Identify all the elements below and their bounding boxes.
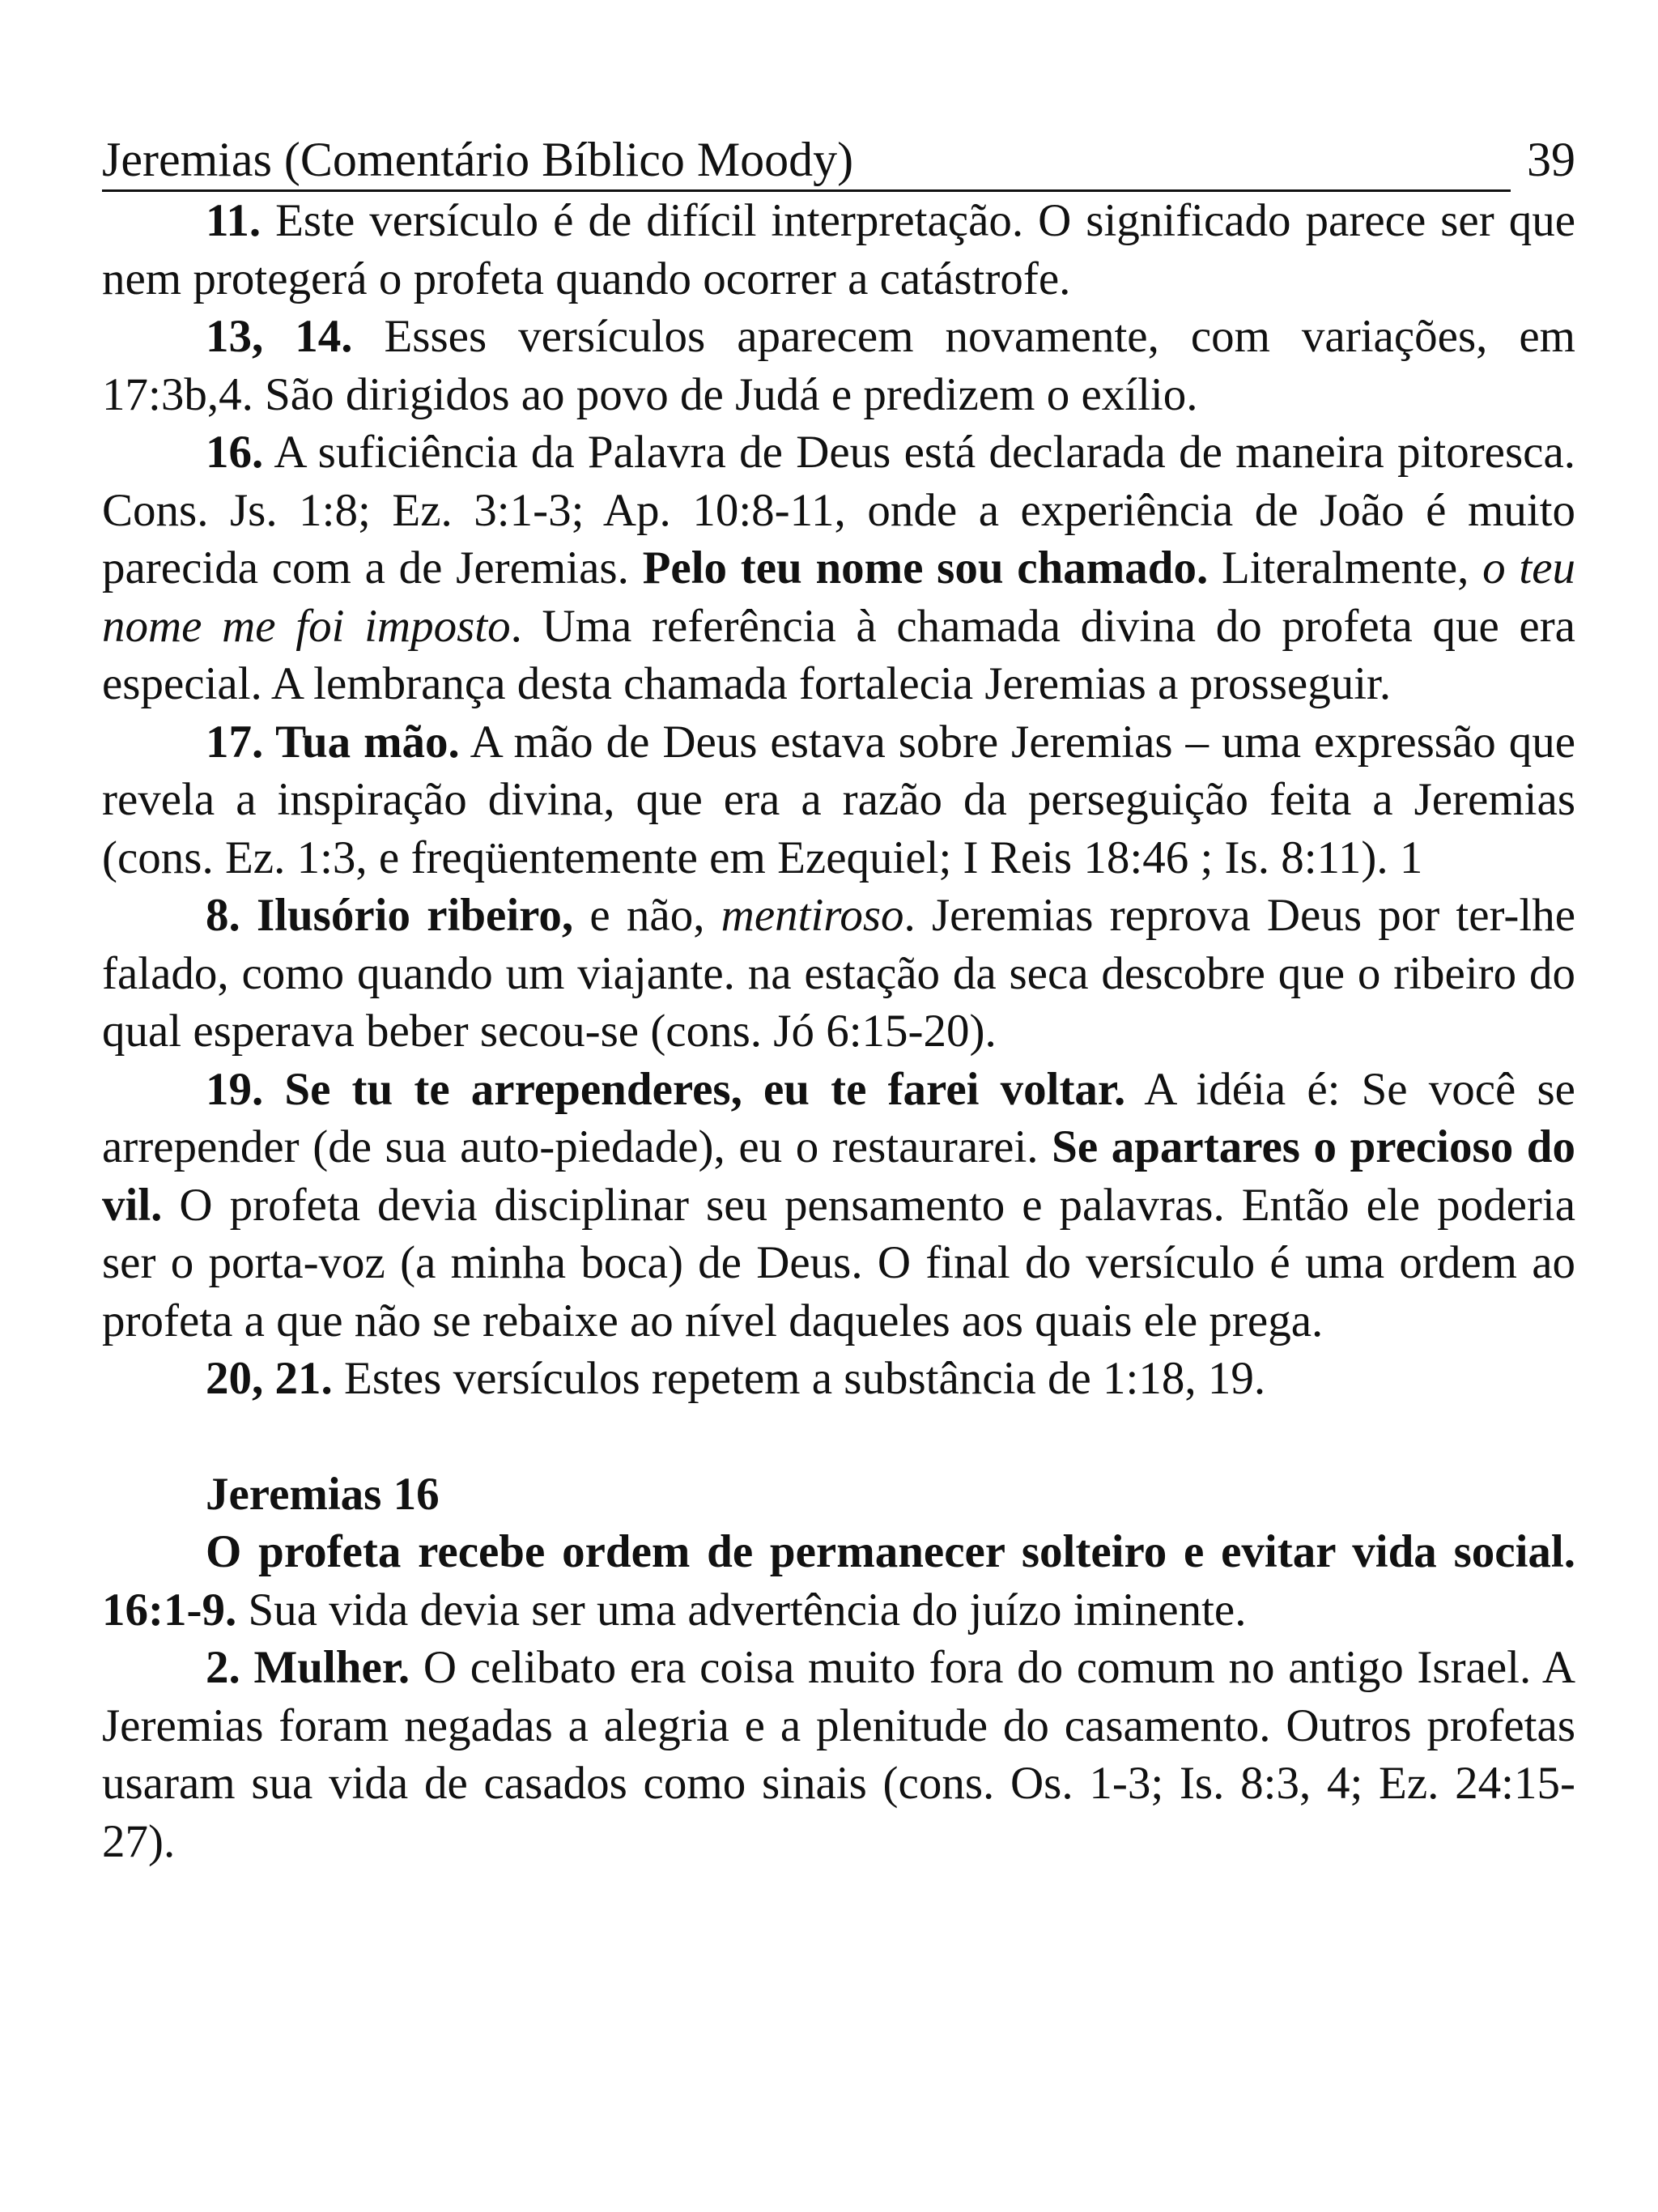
paragraph-text: Sua vida devia ser uma advertência do juízo iminente.	[236, 1584, 1247, 1636]
page-number: 39	[1527, 133, 1575, 186]
paragraph-text: . Uma referência à chamada divina do profeta que era especial. A lembrança desta chamada fortalecia Jeremias a prosseguir.	[102, 600, 1575, 709]
paragraph-text: O celibato era coisa muito fora do comum no antigo Israel. A Jeremias foram negadas a alegria e a plenitude do casamento. Outros profetas usaram sua vida de casados como sinais (cons. Os. 1-3; Is. 8:3, 4; Ez. 24:15-27).	[102, 1642, 1575, 1867]
commentary-body	[102, 192, 1575, 1870]
verse-ref: 13, 14.	[206, 311, 353, 362]
verse-ref: 19. Se tu te arrependeres, eu te farei voltar.	[206, 1063, 1126, 1115]
paragraph-text: A idéia é: Se você se arrepender (de sua auto-piedade), eu o restaurarei.	[102, 1063, 1575, 1172]
verse-ref: 17. Tua mão.	[206, 716, 460, 768]
paragraph-text: A mão de Deus estava sobre Jeremias – uma expressão que revela a inspiração divina, que era a razão da perseguição feita a Jeremias (cons. Ez. 1:3, e freqüentemente em Ezequiel; I Reis 18:46 ; Is. 8:11). 1	[102, 716, 1575, 883]
paragraph-text: A suficiência da Palavra de Deus está declarada de maneira pitoresca. Cons. Js. 1:8; Ez. 3:1-3; Ap. 10:8-11, onde a experiência de João é muito parecida com a de Jeremias.	[102, 427, 1575, 593]
paragraph-text: Esses versículos aparecem novamente, com variações, em 17:3b,4. São dirigidos ao povo de Judá e predizem o exílio.	[102, 311, 1575, 420]
paragraph-verse-20-21	[102, 1350, 1575, 1408]
paragraph-verse-18	[102, 887, 1575, 1061]
verse-ref: 8. Ilusório ribeiro,	[206, 890, 574, 941]
bold-phrase: O profeta recebe ordem de permanecer solteiro e evitar vida social. 16:1-9.	[102, 1526, 1575, 1636]
chapter-heading: Jeremias 16	[206, 1468, 440, 1520]
paragraph-text: O profeta devia disciplinar seu pensamento e palavras. Então ele poderia ser o porta-voz (a minha boca) de Deus. O final do versículo é uma ordem ao profeta a que não se rebaixe ao nível daqueles aos quais ele prega.	[102, 1179, 1575, 1346]
bold-phrase: Se apartares o precioso do vil.	[102, 1121, 1575, 1231]
paragraph-text: Este versículo é de difícil interpretação. O significado parece ser que nem protegerá o profeta quando ocorrer a catástrofe.	[102, 195, 1575, 304]
book-title: Jeremias (Comentário Bíblico Moody)	[102, 133, 854, 186]
paragraph-verse-11	[102, 192, 1575, 308]
verse-ref: 20, 21.	[206, 1353, 333, 1404]
italic-phrase: mentiroso	[721, 890, 904, 941]
verse-ref: 2. Mulher.	[206, 1642, 410, 1693]
bold-phrase: Pelo teu nome sou chamado.	[642, 542, 1209, 593]
paragraph-verse-13-14	[102, 308, 1575, 423]
verse-ref: 16.	[206, 427, 264, 478]
running-header	[102, 130, 1575, 192]
document-page	[102, 130, 1575, 1870]
paragraph-text: Literalmente,	[1208, 542, 1483, 593]
paragraph-verse-19	[102, 1061, 1575, 1351]
paragraph-verse-2	[102, 1639, 1575, 1870]
paragraph-text: e não,	[573, 890, 721, 941]
italic-phrase: o teu nome me foi imposto	[102, 542, 1575, 652]
verse-ref: 11.	[206, 195, 261, 246]
paragraph-verse-16	[102, 423, 1575, 713]
paragraph-text: . Jeremias reprova Deus por ter-lhe falado, como quando um viajante. na estação da seca descobre que o ribeiro do qual esperava beber secou-se (cons. Jó 6:15-20).	[102, 890, 1576, 1057]
paragraph-chapter-intro	[102, 1523, 1575, 1639]
paragraph-verse-17	[102, 713, 1575, 887]
paragraph-text: Estes versículos repetem a substância de 1:18, 19.	[332, 1353, 1266, 1404]
